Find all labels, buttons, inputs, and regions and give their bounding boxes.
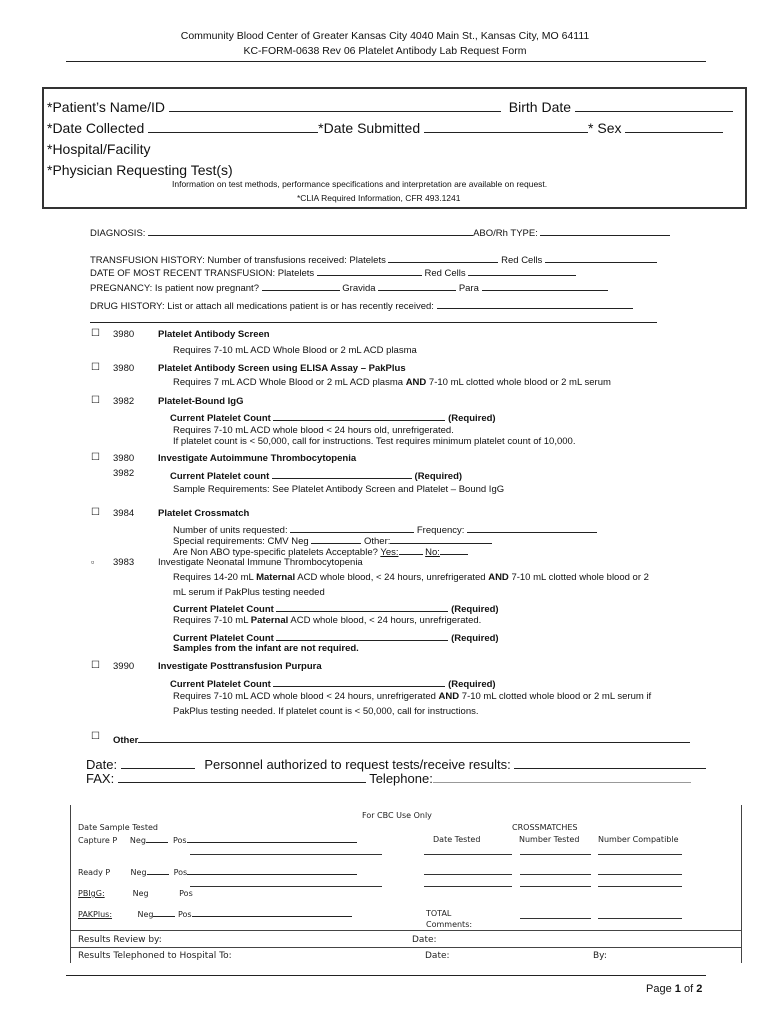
test-code: 3982 — [113, 396, 135, 407]
test-code: 3984 — [113, 508, 135, 519]
capture-label: Capture P — [78, 836, 118, 845]
cbc-divider — [70, 947, 742, 948]
drug-history-label: DRUG HISTORY: List or attach all medications patient is or has recently received: — [90, 301, 434, 312]
sex-field[interactable] — [625, 119, 723, 133]
gravida-label: Gravida — [342, 283, 376, 294]
telephone-field[interactable] — [433, 769, 691, 783]
last-platelets-field[interactable] — [317, 265, 422, 276]
other-test-label: Other — [113, 735, 139, 746]
page-number — [646, 983, 702, 995]
test-requirement — [173, 615, 481, 626]
frequency-field[interactable] — [467, 522, 597, 533]
platelet-count-row — [170, 468, 462, 482]
date-collected-field[interactable] — [148, 119, 318, 133]
test-requirement: PakPlus testing needed. If platelet count is < 50,000, call for instructions. — [173, 706, 479, 717]
platelet-count-field[interactable] — [272, 468, 412, 479]
ready-label: Ready P — [78, 868, 111, 877]
req-part: ACD whole blood, < 24 hours, unrefrigerated — [297, 572, 486, 583]
test-3980-checkbox[interactable]: ☐ — [91, 328, 100, 339]
yes-option[interactable]: Yes: — [380, 547, 399, 558]
no-field[interactable] — [440, 544, 468, 555]
test-title: Investigate Autoimmune Thrombocytopenia — [158, 453, 357, 464]
page-label: Page — [646, 983, 672, 995]
other-row — [113, 732, 690, 746]
req-part: Requires 7-10 mL ACD whole blood < 24 hours, unrefrigerated — [173, 691, 436, 702]
xm-date-line[interactable] — [424, 886, 512, 887]
cbc-divider — [70, 930, 742, 931]
patient-name-row — [47, 98, 733, 115]
and-text: AND — [405, 377, 427, 388]
diagnosis-field[interactable] — [148, 225, 473, 236]
test-requirement: Requires 7-10 mL ACD whole blood < 24 hours old, unrefrigerated. — [173, 425, 454, 436]
xm-compat-line[interactable] — [598, 874, 682, 875]
test-title: Investigate Neonatal Immune Thrombocytopenia — [158, 557, 363, 568]
fax-label: FAX: — [86, 771, 115, 786]
platelet-count-field[interactable] — [273, 676, 445, 687]
platelet-count-row — [170, 410, 496, 424]
test-3984-checkbox[interactable]: ☐ — [91, 507, 100, 518]
no-option[interactable]: No: — [425, 547, 440, 558]
test-code: 3990 — [113, 661, 135, 672]
pakplus-label: PAKPlus: — [78, 910, 113, 919]
last-redcells-label: Red Cells — [424, 268, 466, 279]
physician-label: *Physician Requesting Test(s) — [47, 162, 233, 178]
last-transfusion-label: DATE OF MOST RECENT TRANSFUSION: Platelets — [90, 268, 315, 279]
test-code: 3980 — [113, 453, 135, 464]
abo-label: ABO/Rh TYPE: — [473, 228, 538, 239]
test-3983-checkbox[interactable]: ▫ — [91, 557, 95, 567]
frequency-label: Frequency: — [416, 525, 465, 536]
neg-label: Neg — [129, 836, 146, 845]
personnel-label: Personnel authorized to request tests/receive results: — [204, 757, 511, 772]
drug-history-field[interactable] — [437, 298, 633, 309]
req-part: ACD whole blood, < 24 hours, unrefrigerated. — [290, 615, 482, 626]
total-compat-line[interactable] — [598, 918, 682, 919]
gravida-field[interactable] — [378, 280, 456, 291]
platelet-count-row — [173, 630, 499, 644]
platelet-count-field[interactable] — [276, 601, 448, 612]
test-code: 3980 — [113, 329, 135, 340]
pregnancy-label: PREGNANCY: Is patient now pregnant? — [90, 283, 259, 294]
special-label: Special requirements: CMV Neg — [173, 536, 309, 547]
review-date-label: Date: — [412, 935, 437, 945]
cbc-sample-tested: Date Sample Tested — [78, 823, 158, 832]
telephoned-by-label: By: — [593, 951, 607, 961]
other-field[interactable] — [390, 533, 492, 544]
capture-pos-field[interactable] — [187, 835, 357, 843]
test-requirement: mL serum if PakPlus testing needed — [173, 587, 325, 598]
birth-date-label: Birth Date — [508, 99, 572, 115]
and-text: AND — [438, 691, 460, 702]
required-label: (Required) — [448, 413, 496, 424]
header-line-2: KC-FORM-0638 Rev 06 Platelet Antibody Lab Request Form — [243, 45, 527, 57]
required-label: (Required) — [414, 471, 463, 482]
xm-compat-line[interactable] — [598, 854, 682, 855]
test-title: Platelet Crossmatch — [158, 508, 250, 519]
pos-label: Pos — [172, 836, 187, 845]
drug-history-line-2[interactable] — [90, 322, 657, 323]
pos-label: Pos — [173, 868, 188, 877]
test-3982-checkbox[interactable]: ☐ — [91, 395, 100, 406]
test-requirement: Requires 7-10 mL ACD Whole Blood or 2 mL ACD plasma — [173, 345, 417, 356]
test-3990-checkbox[interactable]: ☐ — [91, 660, 100, 671]
test-code: 3980 — [113, 363, 135, 374]
nonabo-label: Are Non ABO type-specific platelets Acceptable? — [173, 547, 378, 558]
telephone-label: Telephone: — [369, 771, 433, 786]
test-requirement: If platelet count is < 50,000, call for instructions. Test requires minimum platelet count of 10,000. — [173, 436, 576, 447]
sex-label: * Sex — [588, 120, 622, 136]
paternal-text: Paternal — [250, 615, 289, 626]
patient-name-label: *Patient’s Name/ID — [47, 99, 166, 115]
transfusion-row — [90, 252, 657, 266]
test-code: 3982 — [113, 468, 135, 479]
pakplus-pos-field[interactable] — [192, 909, 352, 917]
test-requirement — [173, 572, 649, 583]
platelet-count-row — [173, 601, 499, 615]
cbc-use-box — [70, 805, 742, 963]
hospital-label: *Hospital/Facility — [47, 141, 151, 157]
platelet-count-label: Current Platelet Count — [170, 679, 271, 690]
other-label: Other: — [363, 536, 391, 547]
neg-label: Neg — [132, 889, 149, 898]
ready-pos-field[interactable] — [187, 867, 357, 875]
infant-note: Samples from the infant are not required. — [173, 643, 359, 654]
date-collected-label: *Date Collected — [47, 120, 145, 136]
footer-rule — [66, 975, 706, 976]
comments-label: Comments: — [426, 920, 473, 929]
platelet-count-field[interactable] — [273, 410, 445, 421]
total-label: TOTAL — [426, 909, 452, 918]
footer-date-field[interactable] — [121, 755, 195, 769]
date-submitted-label: *Date Submitted — [318, 120, 421, 136]
units-label: Number of units requested: — [173, 525, 288, 536]
platelet-count-label: Current Platelet Count — [173, 604, 274, 615]
number-compatible-label: Number Compatible — [598, 835, 679, 844]
xm-tested-line[interactable] — [520, 886, 591, 887]
test-title: Platelet Antibody Screen using ELISA Assay – PakPlus — [158, 363, 406, 374]
platelet-count-label: Current Platelet Count — [170, 413, 271, 424]
cbc-pakplus-row — [78, 909, 352, 919]
drug-history-row — [90, 298, 633, 312]
patient-name-field[interactable] — [169, 98, 501, 112]
cbc-crossmatches: CROSSMATCHES — [512, 823, 578, 832]
required-label: (Required) — [448, 679, 496, 690]
header-line-1: Community Blood Center of Greater Kansas City 4040 Main St., Kansas City, MO 64111 — [180, 30, 590, 42]
maternal-text: Maternal — [256, 572, 296, 583]
pos-label: Pos — [177, 910, 192, 919]
xm-tested-line[interactable] — [520, 854, 591, 855]
and-text: AND — [488, 572, 509, 583]
cbc-capture-row — [78, 835, 357, 845]
req-part: Requires 14-20 mL — [173, 572, 254, 583]
test-title: Platelet-Bound IgG — [158, 396, 244, 407]
transfusion-platelets-field[interactable] — [388, 252, 498, 263]
neg-label: Neg — [137, 910, 154, 919]
test-3980-elisa-checkbox[interactable]: ☐ — [91, 362, 100, 373]
neg-label: Neg — [130, 868, 147, 877]
cbc-pbigg-row — [78, 889, 193, 898]
review-by-label: Results Review by: — [78, 935, 162, 945]
page-of: of — [683, 983, 694, 995]
platelet-count-label: Current Platelet Count — [173, 633, 274, 644]
pregnancy-row — [90, 280, 608, 294]
diagnosis-row — [90, 225, 670, 239]
para-field[interactable] — [482, 280, 608, 291]
test-code: 3983 — [113, 557, 135, 568]
transfusion-label: TRANSFUSION HISTORY: Number of transfusions received: Platelets — [90, 255, 386, 266]
footer-date-label: Date: — [86, 757, 118, 772]
platelet-count-field[interactable] — [276, 630, 448, 641]
capture-line-2[interactable] — [190, 854, 382, 855]
telephoned-date-label: Date: — [425, 951, 450, 961]
nonabo-row — [173, 544, 468, 558]
total-tested-line[interactable] — [520, 918, 591, 919]
clia-note: *CLIA Required Information, CFR 493.1241 — [297, 193, 461, 203]
abo-field[interactable] — [540, 225, 670, 236]
header-rule — [66, 61, 706, 62]
test-title: Investigate Posttransfusion Purpura — [158, 661, 322, 672]
telephoned-label: Results Telephoned to Hospital To: — [78, 951, 232, 961]
pregnancy-field[interactable] — [262, 280, 340, 291]
number-tested-label: Number Tested — [519, 835, 580, 844]
req-part: 7-10 mL clotted whole blood or 2 mL serum if — [461, 691, 652, 702]
last-transfusion-row — [90, 265, 576, 279]
page-current: 1 — [674, 983, 681, 995]
required-label: (Required) — [451, 633, 499, 644]
dates-row — [47, 119, 723, 136]
para-label: Para — [458, 283, 479, 294]
ready-neg-field[interactable] — [147, 867, 169, 875]
special-field[interactable] — [311, 533, 361, 544]
xm-compat-line[interactable] — [598, 886, 682, 887]
test-autoimmune-checkbox[interactable]: ☐ — [91, 452, 100, 463]
platelet-count-row — [170, 676, 496, 690]
req-part: 7-10 mL clotted whole blood or 2 — [511, 572, 649, 583]
cbc-title: For CBC Use Only — [362, 811, 432, 820]
personnel-field[interactable] — [514, 755, 706, 769]
fax-telephone-row — [86, 769, 691, 786]
date-submitted-field[interactable] — [424, 119, 588, 133]
req-part: Requires 7-10 mL — [173, 615, 249, 626]
other-checkbox[interactable]: ☐ — [91, 731, 100, 742]
date-tested-label: Date Tested — [433, 835, 481, 844]
test-info-note: Information on test methods, performance specifications and interpretation are available on request. — [172, 179, 548, 189]
fax-field[interactable] — [118, 769, 366, 783]
yes-field[interactable] — [399, 544, 423, 555]
test-requirement: Sample Requirements: See Platelet Antibody Screen and Platelet – Bound IgG — [173, 484, 505, 495]
xm-tested-line[interactable] — [520, 874, 591, 875]
required-label: (Required) — [451, 604, 499, 615]
platelet-count-label: Current Platelet count — [170, 471, 270, 482]
test-title: Platelet Antibody Screen — [158, 329, 270, 340]
other-test-field[interactable] — [138, 732, 690, 743]
capture-neg-field[interactable] — [146, 835, 168, 843]
diagnosis-label: DIAGNOSIS: — [90, 228, 146, 239]
last-redcells-field[interactable] — [468, 265, 576, 276]
req-part: Requires 7 mL ACD Whole Blood or 2 mL ACD plasma — [173, 377, 404, 388]
units-field[interactable] — [290, 522, 414, 533]
test-requirement — [173, 377, 611, 388]
birth-date-field[interactable] — [575, 98, 733, 112]
pbigg-label: PBIgG: — [78, 889, 105, 898]
test-requirement — [173, 691, 651, 702]
transfusion-redcells-field[interactable] — [545, 252, 657, 263]
xm-date-line[interactable] — [424, 874, 512, 875]
transfusion-redcells-label: Red Cells — [501, 255, 543, 266]
req-part: 7-10 mL clotted whole blood or 2 mL serum — [428, 377, 611, 388]
cbc-ready-row — [78, 867, 357, 877]
xm-date-line[interactable] — [424, 854, 512, 855]
pos-label: Pos — [179, 889, 193, 898]
ready-line-2[interactable] — [190, 886, 382, 887]
page-total: 2 — [696, 983, 703, 995]
pakplus-neg-field[interactable] — [153, 909, 175, 917]
